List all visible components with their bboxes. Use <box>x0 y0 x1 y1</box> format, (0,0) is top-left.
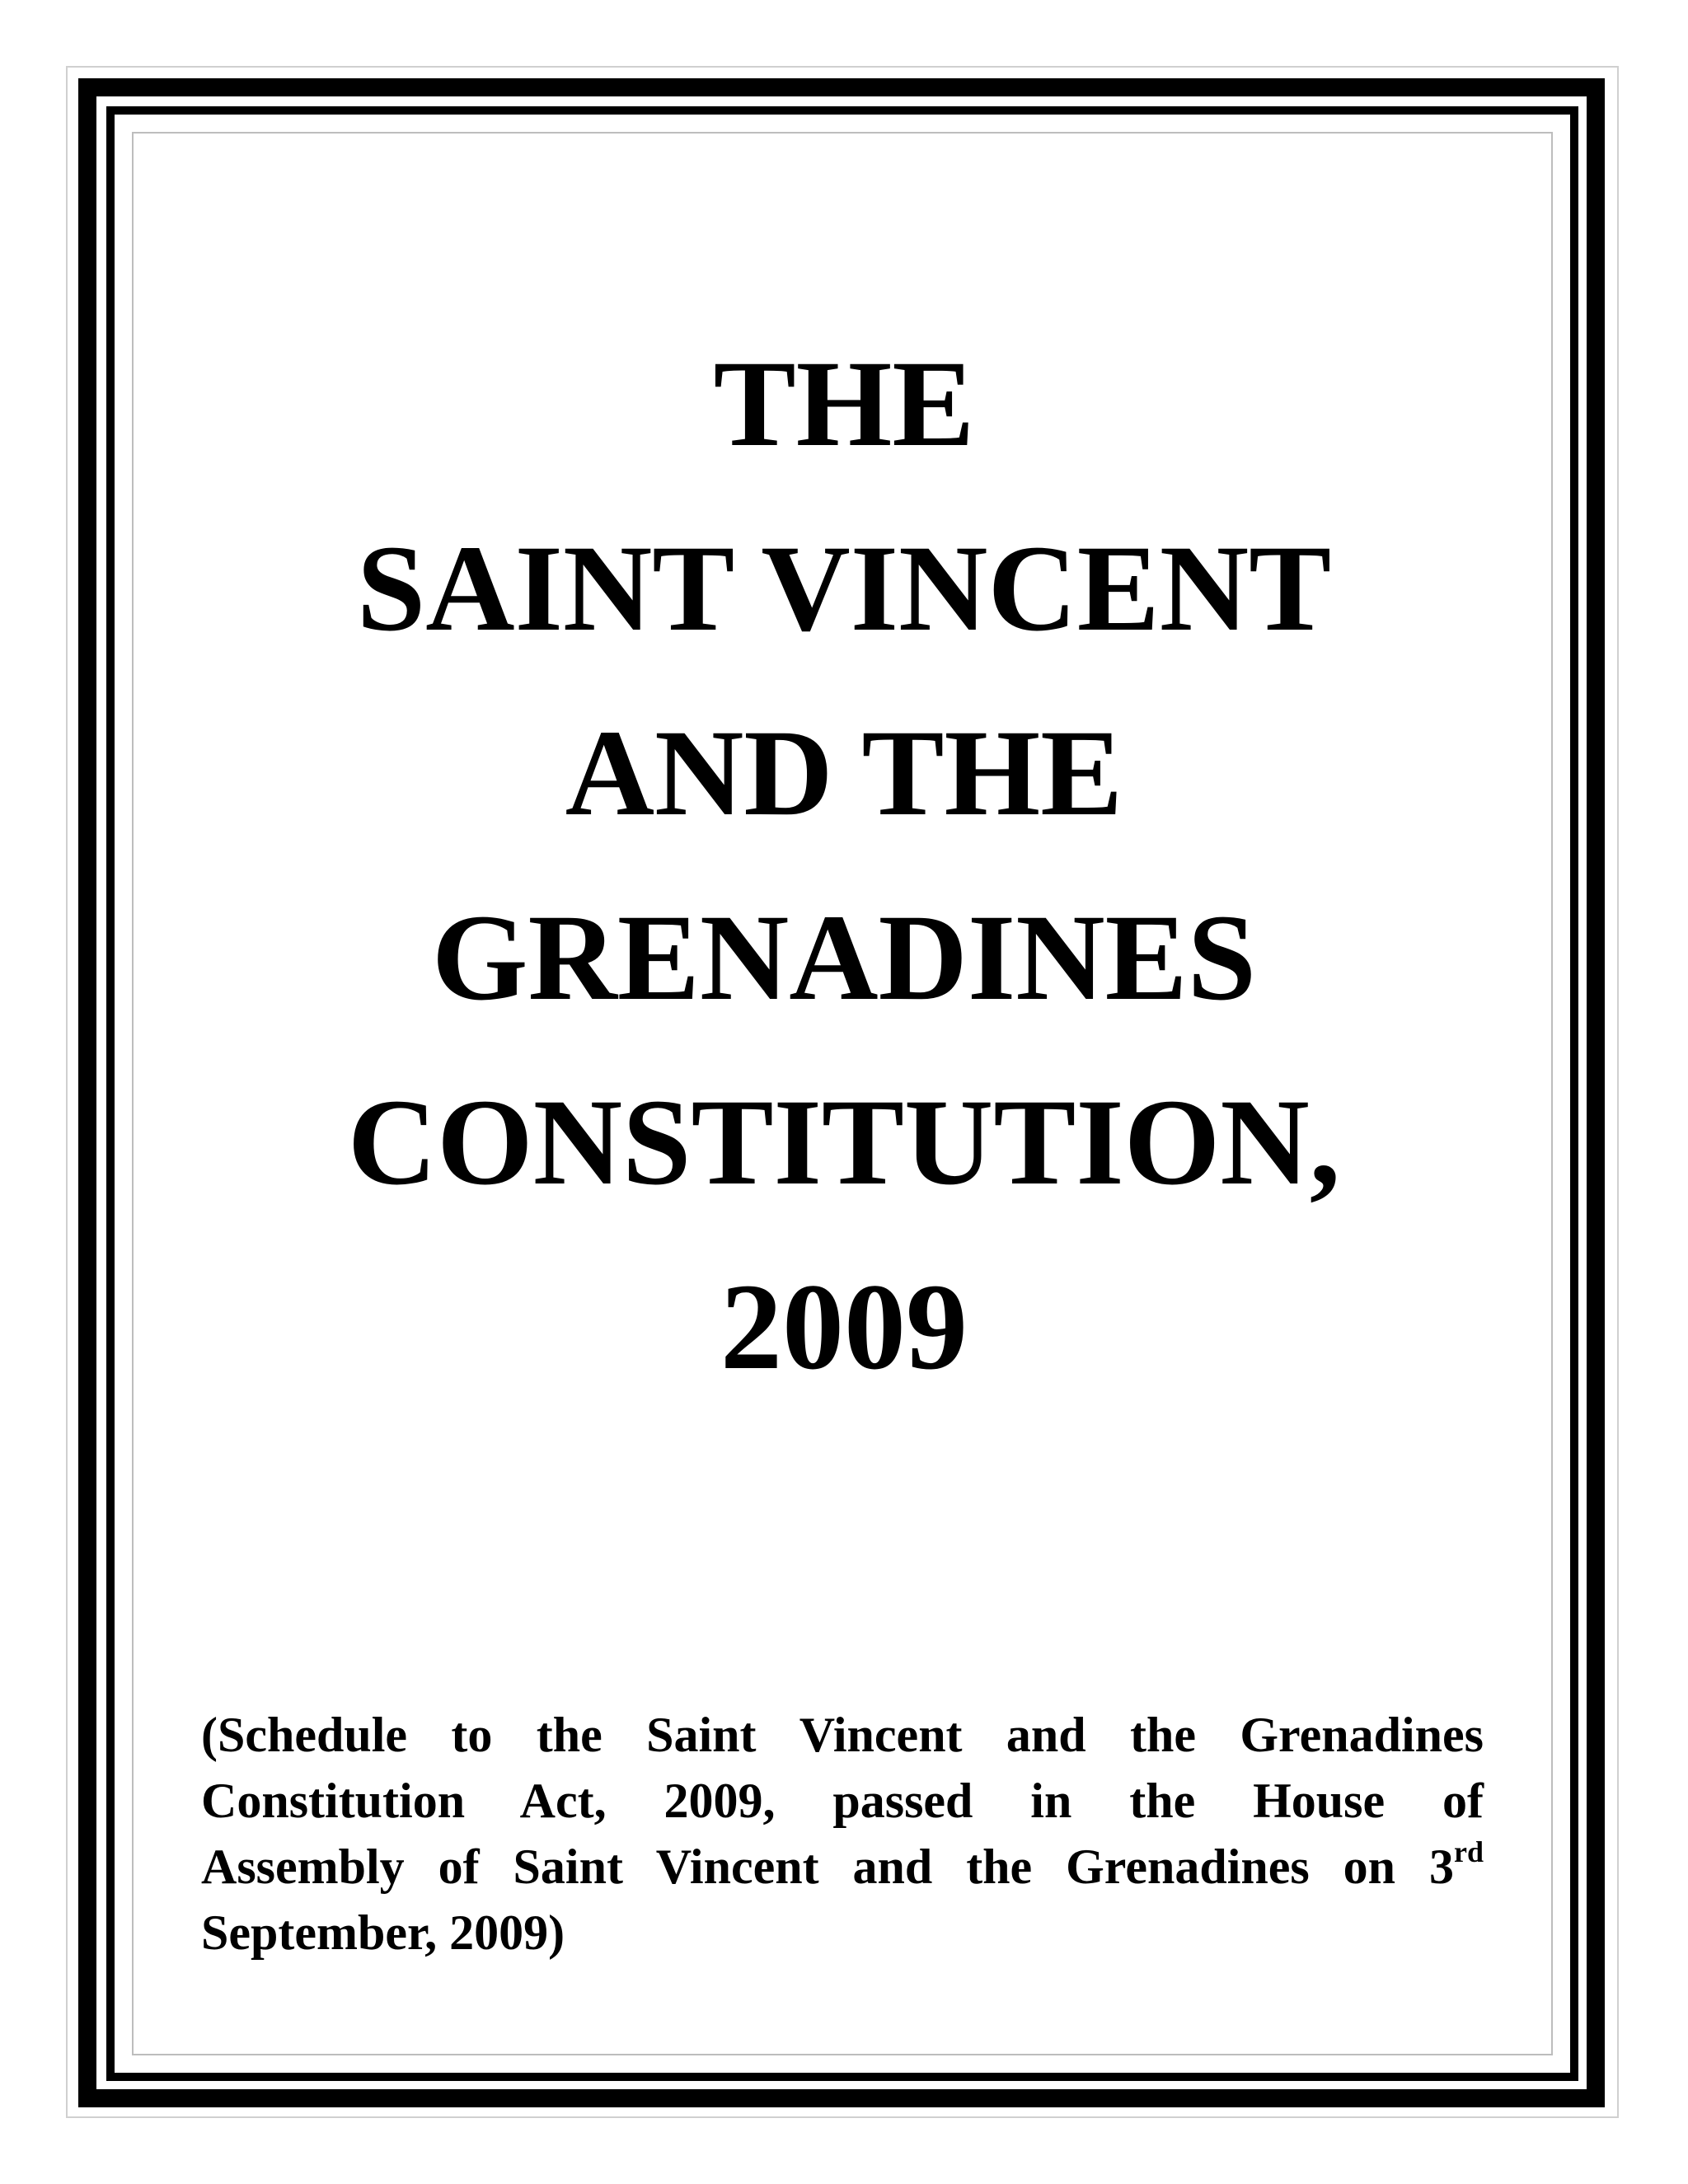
schedule-note-line: September, 2009) <box>201 1905 565 1960</box>
title-line: 2009 <box>720 1258 968 1395</box>
schedule-note-line: Constitution Act, 2009, passed in the House of <box>201 1774 1484 1828</box>
schedule-note-line: (Schedule to the Saint Vincent and the Grenadines <box>201 1708 1484 1762</box>
title-line: AND THE <box>565 705 1123 841</box>
title-line: THE <box>713 335 975 472</box>
schedule-note-line <box>201 1834 1484 1900</box>
ordinal-superscript: rd <box>1454 1835 1484 1868</box>
title-line: GRENADINES <box>431 889 1257 1026</box>
title-line: SAINT VINCENT <box>356 520 1332 657</box>
document-title <box>132 312 1556 1419</box>
title-line: CONSTITUTION, <box>347 1074 1341 1211</box>
schedule-note <box>201 1702 1484 1966</box>
schedule-note-text: Assembly of Saint Vincent and the Grenadines on 3 <box>201 1840 1454 1894</box>
